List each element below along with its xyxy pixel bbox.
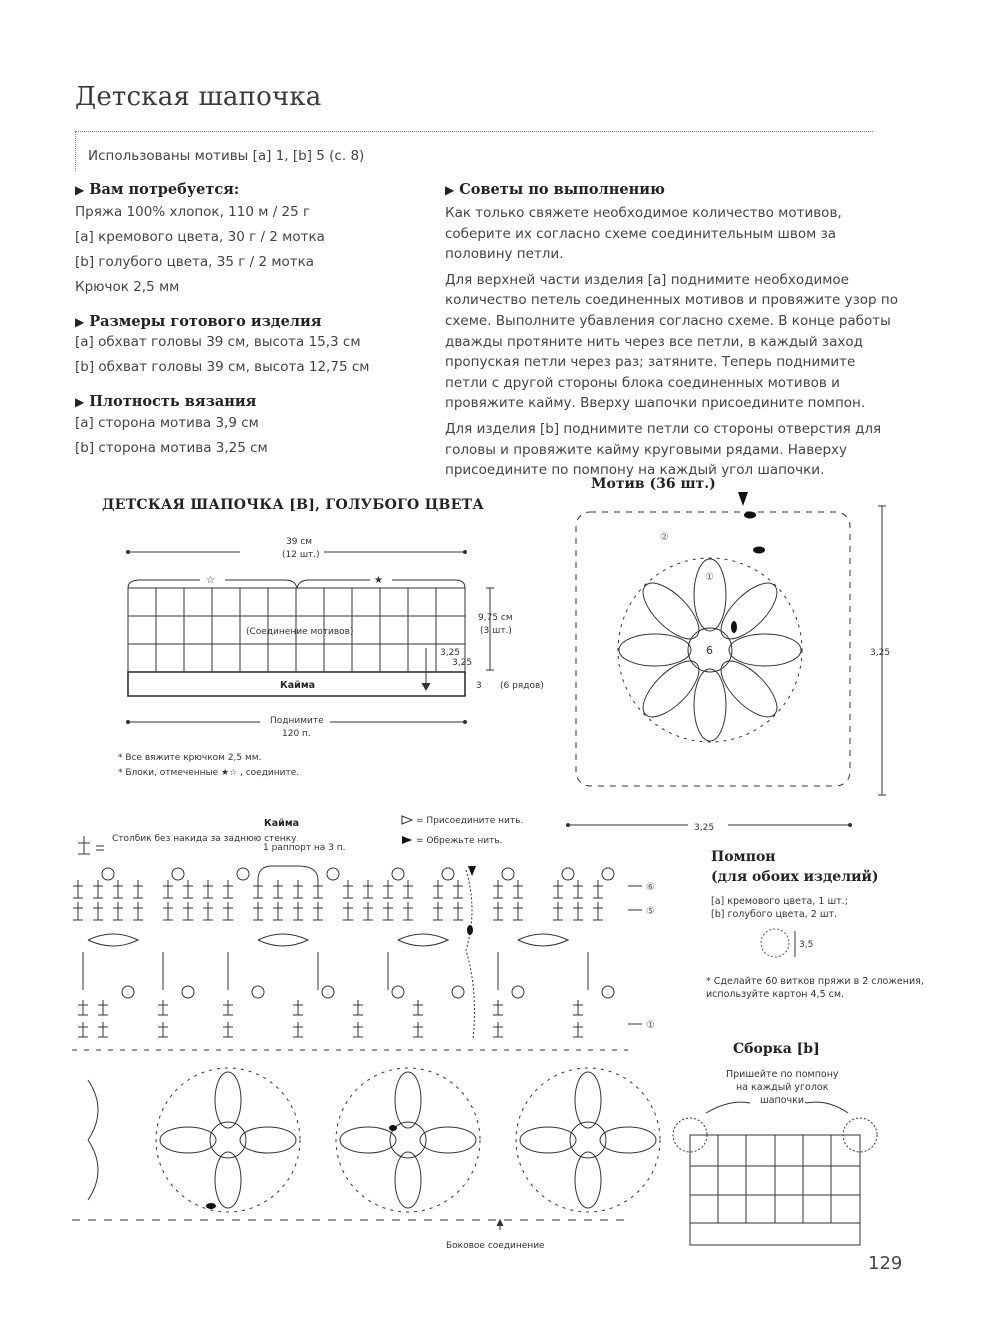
sizes-line: [a] обхват головы 39 см, высота 15,3 см [75, 334, 361, 350]
used-motifs: Использованы мотивы [a] 1, [b] 5 (с. 8) [88, 148, 365, 164]
pompom-icon [755, 925, 825, 965]
motif-title: Мотив (36 шт.) [591, 476, 716, 492]
border-chart-title: Кайма [264, 818, 300, 829]
assembly-title: Сборка [b] [733, 1041, 820, 1057]
materials-line: Пряжа 100% хлопок, 110 м / 25 г [75, 204, 311, 220]
pompom-line: [b] голубого цвета, 2 шт. [711, 909, 838, 920]
row-6-marker: ⑥ [646, 882, 655, 893]
border-height: 3 [476, 681, 482, 691]
pompom-line: [a] кремового цвета, 1 шт.; [711, 896, 848, 907]
page-title: Детская шапочка [75, 82, 322, 112]
legend-join: = Присоедините нить. [416, 816, 524, 826]
gauge-line: [b] сторона мотива 3,25 см [75, 440, 268, 456]
assembly-note: Пришейте по помпону [726, 1069, 839, 1080]
note-hook: * Все вяжите крючком 2,5 мм. [118, 753, 262, 763]
divider [75, 131, 873, 132]
star-outline-icon: ☆ [206, 575, 215, 586]
join-label: (Соединение мотивов) [246, 627, 354, 637]
materials-heading: ▶ Вам потребуется: [75, 181, 240, 198]
sizes-heading: ▶ Размеры готового изделия [75, 313, 322, 330]
motif-diagram [560, 490, 900, 835]
legend-cut: = Обрежьте нить. [416, 836, 503, 846]
border-label: Кайма [280, 680, 316, 691]
page-number: 129 [868, 1253, 903, 1274]
sizes-line: [b] обхват головы 39 см, высота 12,75 см [75, 359, 370, 375]
legend-stitch: Столбик без накида за заднюю стенку [112, 834, 297, 844]
pickup-label: Поднимите [270, 716, 324, 726]
motif-center-count: 6 [706, 644, 713, 657]
pompom-note: * Сделайте 60 витков пряжи в 2 сложения, [706, 976, 924, 987]
note-join: * Блоки, отмеченные ★☆ , соедините. [118, 768, 300, 778]
divider-vertical [75, 131, 76, 171]
motif-side-right: 3,25 [870, 648, 891, 658]
repeat-label: 1 раппорт на 3 п. [263, 843, 346, 853]
tips-text [445, 203, 900, 486]
border-chart [68, 810, 668, 1255]
pompom-title: Помпон [711, 849, 776, 865]
assembly-note: на каждый уголок [736, 1082, 829, 1093]
materials-line: [a] кремового цвета, 30 г / 2 мотка [75, 229, 325, 245]
tips-paragraph: Для изделия [b] поднимите петли со стороны отверстия для головы и провяжите кайму круговыми рядами. Наверху присоедините по помпону на каждый угол шапочки. [445, 420, 882, 479]
pompom-note: используйте картон 4,5 см. [706, 989, 845, 1000]
materials-line: Крючок 2,5 мм [75, 279, 180, 295]
height-count: (3 шт.) [480, 626, 512, 636]
gauge-line: [a] сторона мотива 3,9 см [75, 415, 259, 431]
pompom-size: 3,5 [799, 940, 814, 950]
pickup-count: 120 п. [282, 729, 311, 739]
motif-side-bottom: 3,25 [694, 823, 715, 833]
assembly-note: шапочки. [760, 1095, 808, 1106]
border-rows: (6 рядов) [500, 681, 544, 691]
tips-paragraph: Для верхней части изделия [a] поднимите необходимое количество петель соединенных мотивов и провяжите узор по схеме. Выполните убавления согласно схеме. В конце работы дважды протяните нить через все петли, в каждый заход пропуская петли через раз; затяните. Теперь поднимите петли с другой стороны блока соединенных мотивов и провяжите кайму. Вверху шапочки присоедините помпон. [445, 271, 899, 412]
motif-size-a: 3,25 [440, 648, 461, 658]
pompom-subtitle: (для обоих изделий) [711, 869, 879, 885]
hat-diagram [100, 530, 560, 790]
star-filled-icon: ★ [374, 575, 383, 586]
width-count: (12 шт.) [282, 550, 320, 560]
row-1-marker: ① [646, 1020, 655, 1031]
height-label: 9,75 см [478, 613, 513, 623]
side-join-label: Боковое соединение [446, 1241, 545, 1251]
materials-line: [b] голубого цвета, 35 г / 2 мотка [75, 254, 315, 270]
width-label: 39 см [286, 537, 313, 547]
motif-size-b: 3,25 [452, 658, 473, 668]
round-1-marker: ① [705, 572, 714, 583]
tips-paragraph: Как только свяжете необходимое количество мотивов, соберите их согласно схеме соединительным швом за половину петли. [445, 205, 842, 263]
round-2-marker: ② [660, 532, 669, 543]
row-5-marker: ⑤ [646, 906, 655, 917]
hat-diagram-title: ДЕТСКАЯ ШАПОЧКА [B], ГОЛУБОГО ЦВЕТА [102, 497, 485, 513]
gauge-heading: ▶ Плотность вязания [75, 393, 257, 410]
assembly-diagram [660, 1095, 890, 1255]
tips-heading: ▶ Советы по выполнению [445, 181, 665, 198]
